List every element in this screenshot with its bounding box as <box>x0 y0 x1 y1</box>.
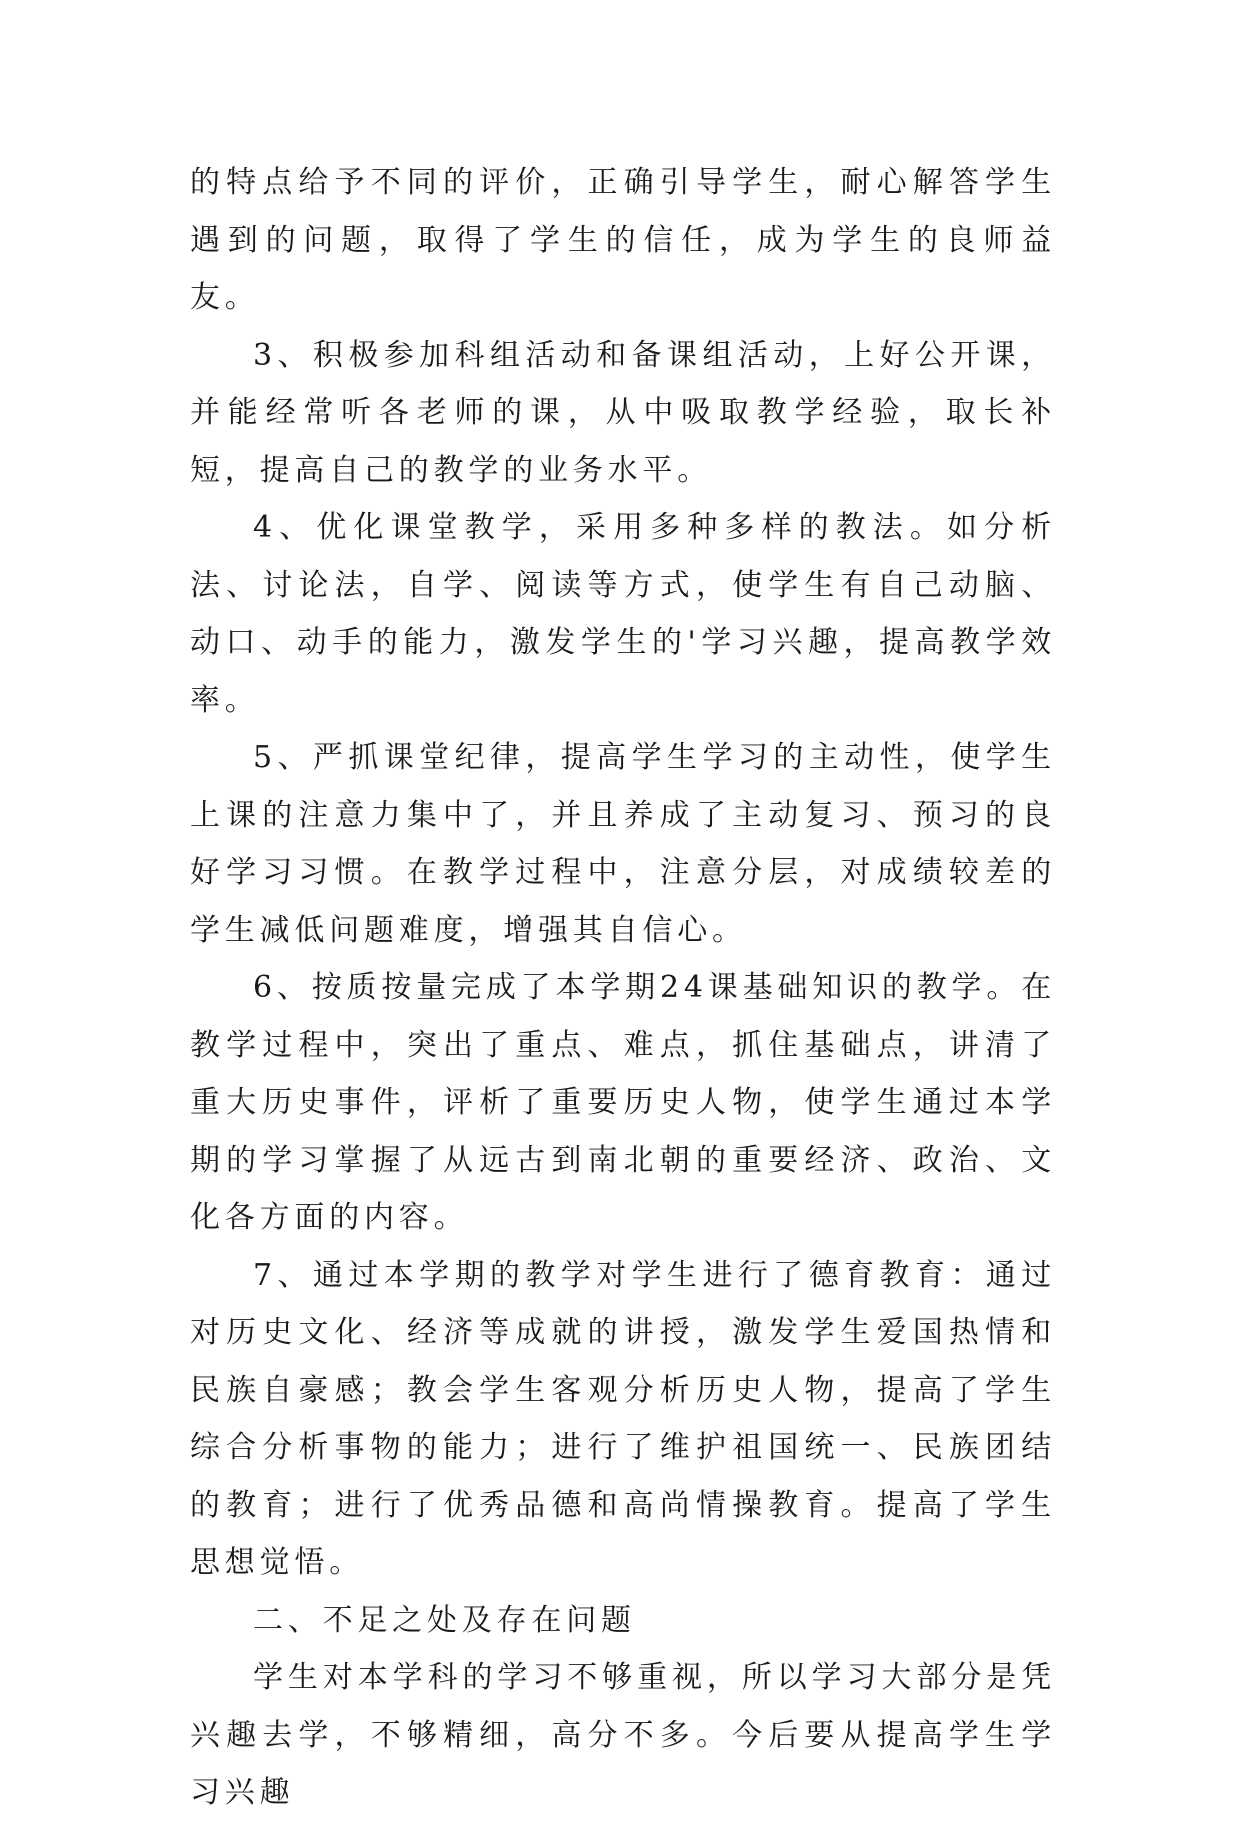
paragraph-item-7: 7、通过本学期的教学对学生进行了德育教育：通过对历史文化、经济等成就的讲授，激发学生爱国热情和民族自豪感；教会学生客观分析历史人物，提高了学生综合分析事物的能力；进行了维护祖国统一、民族团结的教育；进行了优秀品德和高尚情操教育。提高了学生思想觉悟。 <box>190 1257 1056 1580</box>
paragraph-item-3: 3、积极参加科组活动和备课组活动，上好公开课，并能经常听各老师的课，从中吸取教学经验，取长补短，提高自己的教学的业务水平。 <box>190 337 1056 488</box>
paragraph-continuation: 的特点给予不同的评价，正确引导学生，耐心解答学生遇到的问题，取得了学生的信任，成为学生的良师益友。 <box>190 165 1056 315</box>
paragraph-item-5: 5、严抓课堂纪律，提高学生学习的主动性，使学生上课的注意力集中了，并且养成了主动复习、预习的良好学习习惯。在教学过程中，注意分层，对成绩较差的学生减低问题难度，增强其自信心。 <box>190 740 1056 948</box>
document-body <box>190 154 1056 1822</box>
section-heading-shortcomings: 二、不足之处及存在问题 <box>253 1602 636 1638</box>
paragraph-item-4: 4、优化课堂教学，采用多种多样的教法。如分析法、讨论法，自学、阅读等方式，使学生有自己动脑、动口、动手的能力，激发学生的'学习兴趣，提高教学效率。 <box>190 510 1056 718</box>
paragraph-shortcomings: 学生对本学科的学习不够重视，所以学习大部分是凭兴趣去学，不够精细，高分不多。今后要从提高学生学习兴趣 <box>190 1660 1056 1810</box>
paragraph-item-6: 6、按质按量完成了本学期24课基础知识的教学。在教学过程中，突出了重点、难点，抓住基础点，讲清了重大历史事件，评析了重要历史人物，使学生通过本学期的学习掌握了从远古到南北朝的重要经济、政治、文化各方面的内容。 <box>190 970 1056 1235</box>
